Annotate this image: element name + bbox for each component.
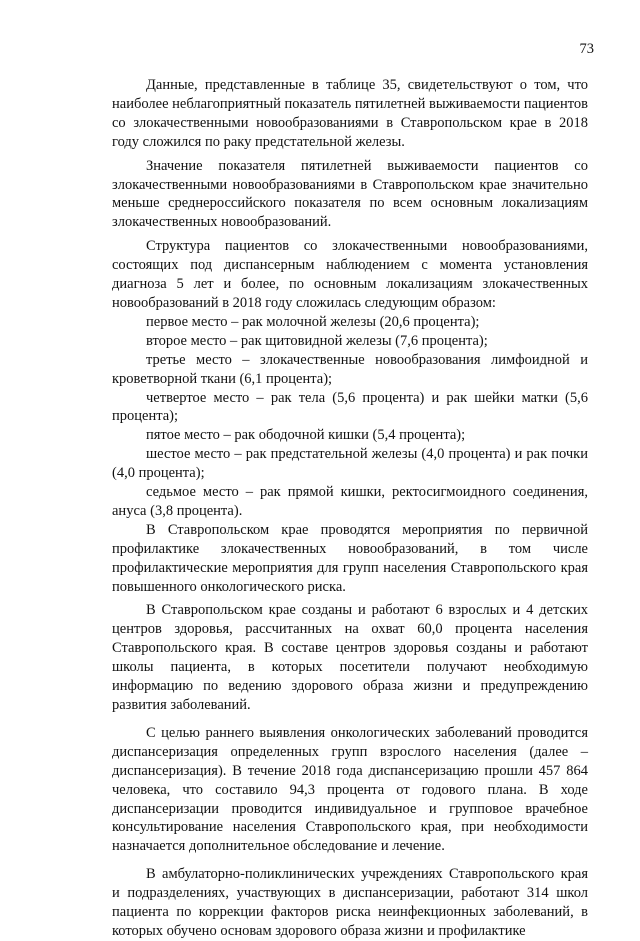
paragraph-patient-schools: В амбулаторно-поликлинических учреждениях Ставропольского края и подразделениях, участвующих в диспансеризации, работают 314 школ пациента по коррекции факторов риска неинфекционных заболеваний, в которых обучено основам здорового образа жизни и профилактике [112, 866, 588, 939]
page-body [112, 76, 588, 941]
paragraph-survival-intro: Данные, представленные в таблице 35, свидетельствуют о том, что наиболее неблагоприятный показатель пятилетней выживаемости пациентов со злокачественными новообразованиями в Ставропольском крае в 2018 году сложился по раку предстательной железы. [112, 77, 588, 150]
list-item-third-place: третье место – злокачественные новообразования лимфоидной и кроветворной ткани (6,1 процента); [112, 351, 588, 387]
paragraph-structure-intro: Структура пациентов со злокачественными новообразованиями, состоящих под диспансерным наблюдением с момента установления диагноза 5 лет и более, по основным локализациям злокачественных новообразований в 2018 году сложилась следующим образом: [112, 238, 588, 311]
list-item-fourth-place: четвертое место – рак тела (5,6 процента) и рак шейки матки (5,6 процента); [112, 389, 588, 425]
list-item-sixth-place: шестое место – рак предстательной железы (4,0 процента) и рак почки (4,0 процента); [112, 446, 588, 482]
list-item-second-place: второе место – рак щитовидной железы (7,6 процента); [146, 332, 488, 349]
paragraph-screening: С целью раннего выявления онкологических заболеваний проводится диспансеризация определенных групп взрослого населения (далее – диспансеризация). В течение 2018 года диспансеризацию прошли 457 864 человека, что составило 94,3 процента от годового плана. В ходе диспансеризации проводится индивидуальное и групповое врачебное консультирование населения Ставропольского края, при необходимости назначается дополнительное обследование и лечение. [112, 724, 588, 855]
paragraph-health-centers: В Ставропольском крае созданы и работают 6 взрослых и 4 детских центров здоровья, рассчитанных на охват 60,0 процента населения Ставропольского края. В составе центров здоровья созданы и работают школы пациента, в которых посетители получают необходимую информацию по ведению здорового образа жизни и предупреждению развития заболеваний. [112, 602, 588, 713]
list-item-seventh-place: седьмое место – рак прямой кишки, ректосигмоидного соединения, ануса (3,8 процента). [112, 484, 588, 519]
list-item-first-place: первое место – рак молочной железы (20,6 процента); [146, 313, 480, 330]
page-number: 73 [579, 41, 594, 57]
paragraph-survival-comparison: Значение показателя пятилетней выживаемости пациентов со злокачественными новообразованиями в Ставропольском крае значительно меньше среднероссийского показателя по всем основным локализациям злокачественных новообразований. [112, 157, 588, 231]
list-item-fifth-place: пятое место – рак ободочной кишки (5,4 процента); [146, 427, 466, 444]
paragraph-prevention: В Ставропольском крае проводятся мероприятия по первичной профилактике злокачественных новообразований, в том числе профилактические мероприятия для групп населения Ставропольского края повышенного онкологического риска. [112, 521, 588, 595]
